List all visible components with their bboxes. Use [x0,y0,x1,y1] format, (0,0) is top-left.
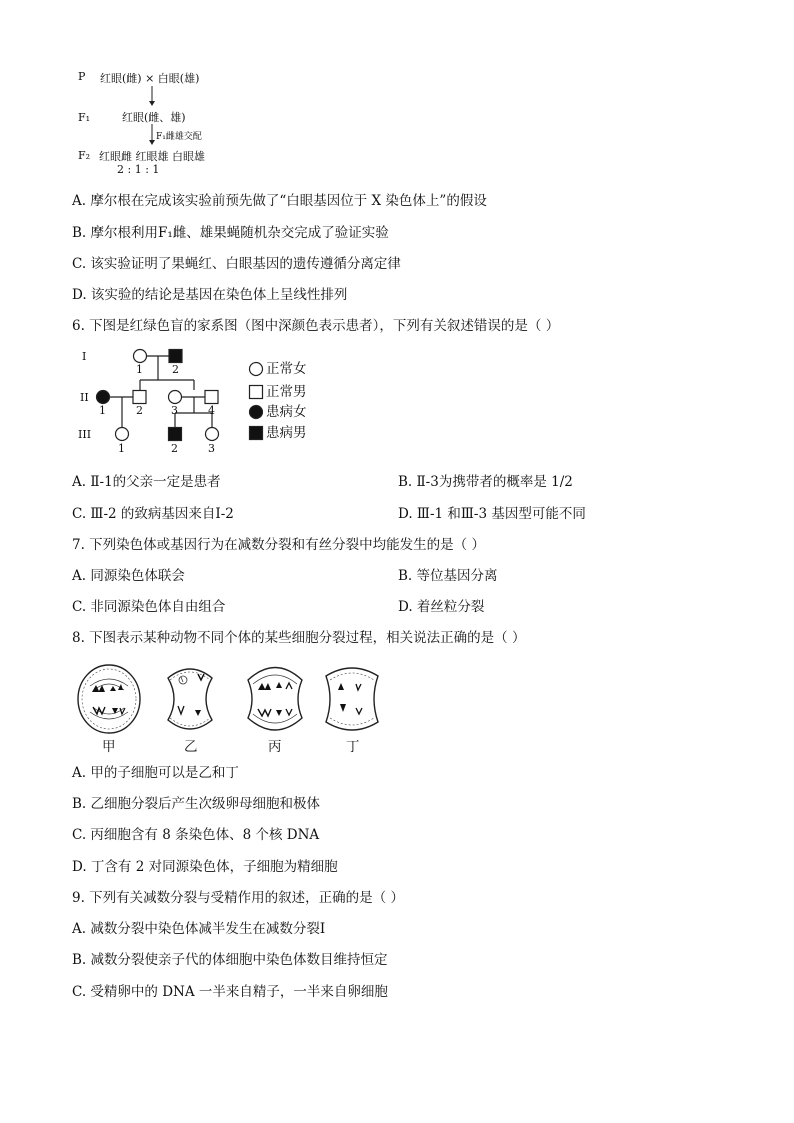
f1-note: F₁雌雄交配 [156,132,202,142]
q8-option-b: B. 乙细胞分裂后产生次级卵母细胞和极体 [72,796,321,812]
cell-label-bing: 丙 [268,739,282,755]
q5-option-a: A. 摩尔根在完成该实验前预先做了“白眼基因位于 X 染色体上”的假设 [72,193,487,209]
gen-label-I: I [82,350,87,363]
pedigree-num: 3 [171,404,178,417]
cell-label-yi: 乙 [184,739,198,755]
q6-option-d: D. Ⅲ-1 和Ⅲ-3 基因型可能不同 [398,506,586,522]
q5-option-d: D. 该实验的结论是基因在染色体上呈线性排列 [72,287,348,303]
q7-stem: 7. 下列染色体或基因行为在减数分裂和有丝分裂中均能发生的是（ ） [72,537,485,553]
legend-affected-female: 患病女 [266,404,307,420]
gen-label-II: II [80,391,89,404]
q6-option-b: B. Ⅱ-3为携带者的概率是 1/2 [398,474,573,490]
q8-stem: 8. 下图表示某种动物不同个体的某些细胞分裂过程，相关说法正确的是（ ） [72,630,526,646]
cell-ding [326,668,378,730]
q8-option-d: D. 丁含有 2 对同源染色体，子细胞为精细胞 [72,859,338,875]
pedigree-num: 1 [118,442,125,455]
f2-label: F₂ [78,149,91,162]
q7-option-d: D. 着丝粒分裂 [398,599,485,615]
pedigree-num: 2 [136,404,143,417]
legend-affected-male: 患病男 [266,425,307,441]
f2-text: 红眼雌 红眼雄 白眼雄 [99,150,205,163]
q8-option-a: A. 甲的子细胞可以是乙和丁 [72,765,239,781]
cell-label-jia: 甲 [102,739,116,755]
pedigree-num: 2 [171,442,178,455]
f1-label: F₁ [78,111,91,124]
cell-yi [168,669,212,729]
q5-option-c: C. 该实验证明了果蝇红、白眼基因的遗传遵循分离定律 [72,256,401,272]
q7-option-b: B. 等位基因分离 [398,568,498,584]
q6-stem: 6. 下图是红绿色盲的家系图（图中深颜色表示患者），下列有关叙述错误的是（ ） [72,318,560,334]
q9-option-b: B. 减数分裂使亲子代的体细胞中染色体数目维持恒定 [72,952,388,968]
q7-option-c: C. 非同源染色体自由组合 [72,599,226,615]
pedigree-num: 3 [208,442,215,455]
q8-option-c: C. 丙细胞含有 8 条染色体、8 个核 DNA [72,827,320,843]
cell-label-ding: 丁 [346,739,360,755]
q6-option-c: C. Ⅲ-2 的致病基因来自Ⅰ-2 [72,506,234,522]
gen-label-III: III [78,428,92,441]
legend-normal-male: 正常男 [266,384,307,400]
q6-option-a: A. Ⅱ-1的父亲一定是患者 [72,474,221,490]
p-cross-text: 红眼(雌) × 白眼(雄) [100,72,200,85]
pedigree-num: 1 [99,404,106,417]
q5-option-b: B. 摩尔根利用F₁雌、雄果蝇随机杂交完成了验证实验 [72,225,389,241]
q7-option-a: A. 同源染色体联会 [72,568,185,584]
q9-option-a: A. 减数分裂中染色体减半发生在减数分裂Ⅰ [72,921,326,937]
q9-stem: 9. 下列有关减数分裂与受精作用的叙述，正确的是（ ） [72,890,404,906]
q9-option-c: C. 受精卵中的 DNA 一半来自精子，一半来自卵细胞 [72,984,388,1000]
cell-jia [78,665,140,733]
pedigree-num: 2 [172,363,179,376]
cell-bing [248,668,302,731]
p-label: P [78,70,86,83]
legend-normal-female: 正常女 [266,361,307,377]
pedigree-num: 4 [208,404,215,417]
f2-ratio: 2 : 1 : 1 [117,163,160,176]
pedigree-num: 1 [136,363,143,376]
f1-text: 红眼(雌、雄) [122,111,186,124]
